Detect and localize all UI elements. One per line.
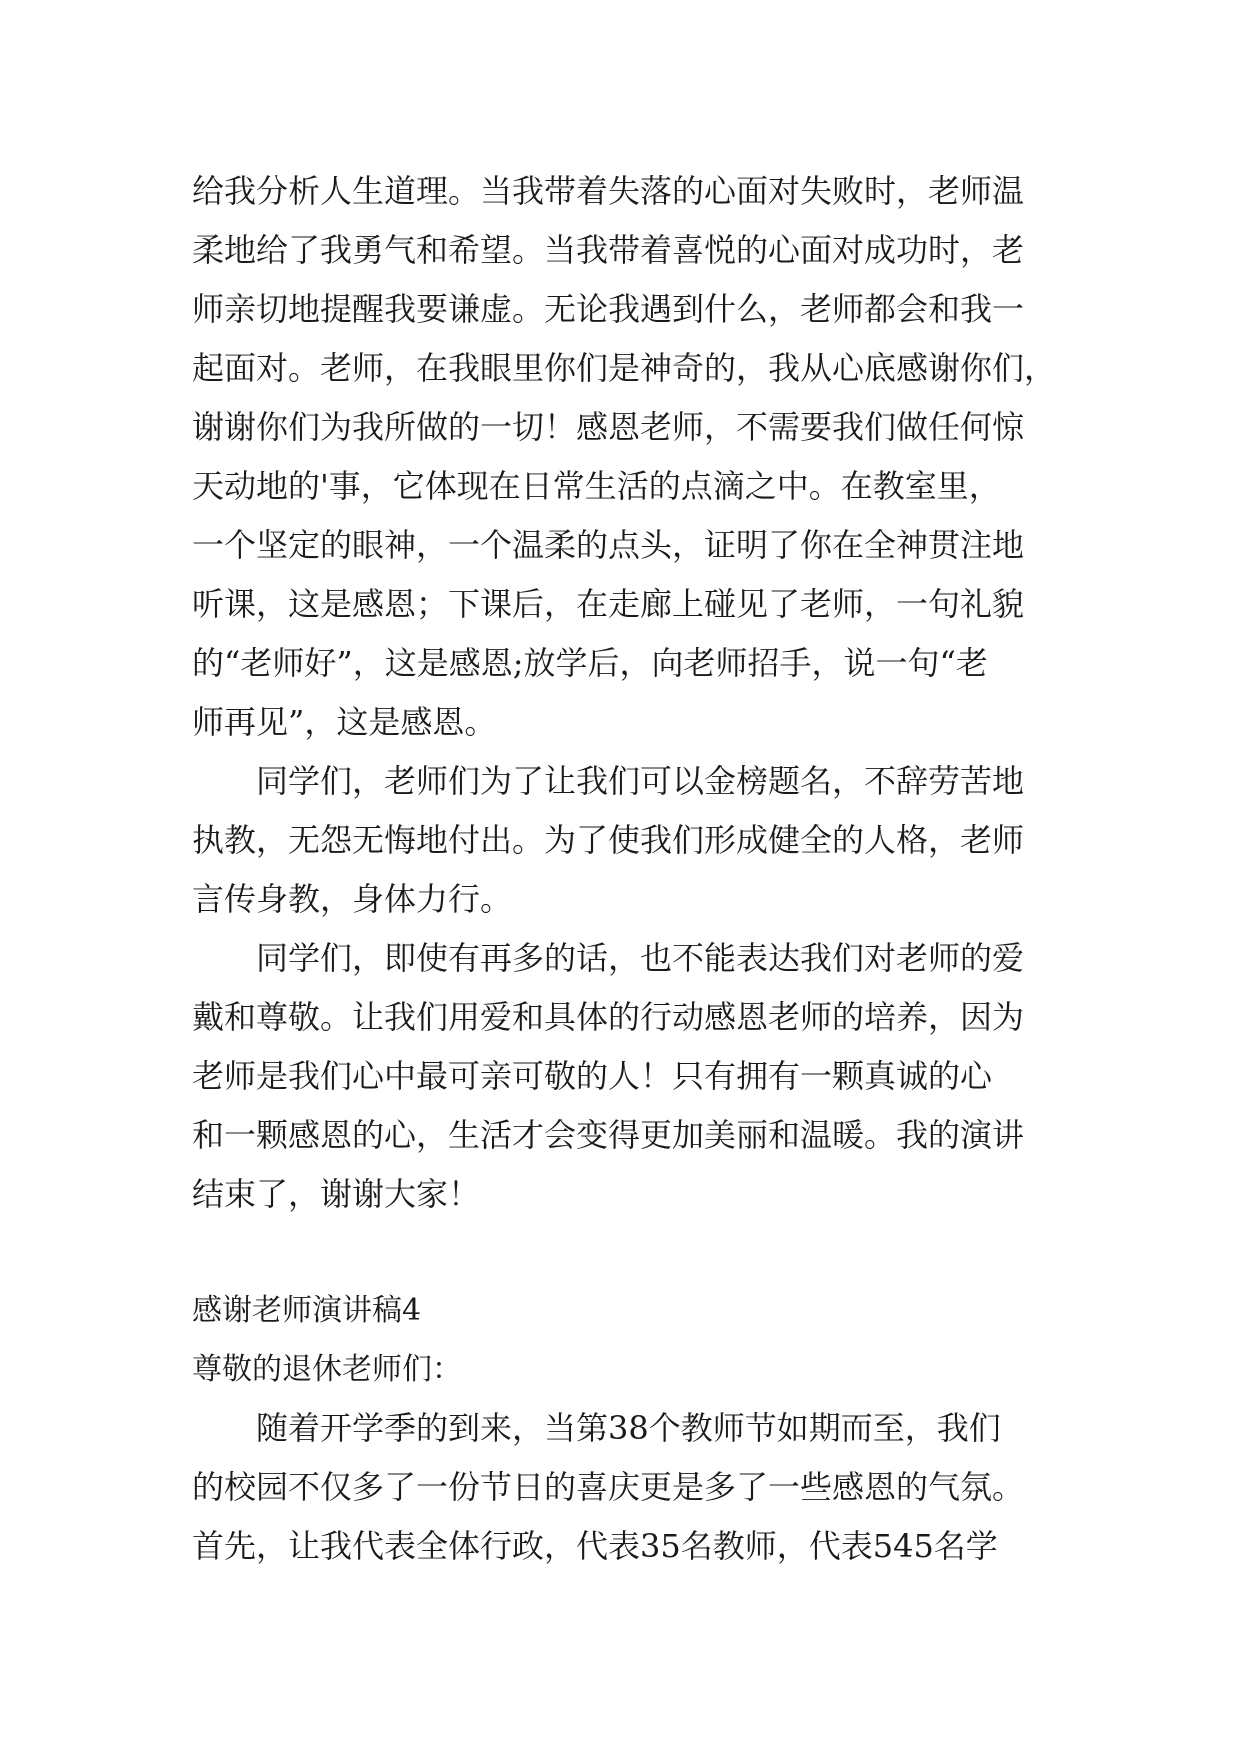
paragraph-continued <box>192 162 1072 752</box>
text-line: 柔地给了我勇气和希望。当我带着喜悦的心面对成功时，老 <box>192 231 1025 269</box>
text-line: 随着开学季的到来，当第38个教师节如期而至，我们 <box>256 1409 1001 1447</box>
text-line: 师再见”，这是感恩。 <box>192 703 497 741</box>
section-title: 感谢老师演讲稿4 <box>192 1293 422 1328</box>
text-line: 执教，无怨无悔地付出。为了使我们形成健全的人格，老师 <box>192 821 1025 859</box>
text-line: 戴和尊敬。让我们用爱和具体的行动感恩老师的培养，因为 <box>192 998 1025 1036</box>
salutation: 尊敬的退休老师们： <box>192 1352 462 1387</box>
text-line: 老师是我们心中最可亲可敬的人！只有拥有一颗真诚的心 <box>192 1057 993 1095</box>
text-line: 听课，这是感恩；下课后，在走廊上碰见了老师，一句礼貌 <box>192 585 1025 623</box>
text-line: 的“老师好”，这是感恩;放学后，向老师招手，说一句“老 <box>192 644 988 682</box>
paragraph-2 <box>192 752 1072 929</box>
text-line: 的校园不仅多了一份节日的喜庆更是多了一些感恩的气氛。 <box>192 1468 1025 1506</box>
section-gap <box>192 1224 1072 1281</box>
text-line: 给我分析人生道理。当我带着失落的心面对失败时，老师温 <box>192 172 1025 210</box>
text-line: 一个坚定的眼神，一个温柔的点头，证明了你在全神贯注地 <box>192 526 1025 564</box>
text-line: 结束了，谢谢大家！ <box>192 1175 481 1213</box>
text-line: 言传身教，身体力行。 <box>192 880 513 918</box>
text-line: 天动地的'事，它体现在日常生活的点滴之中。在教室里， <box>192 467 1001 505</box>
paragraph-3 <box>192 929 1072 1224</box>
text-line: 师亲切地提醒我要谦虚。无论我遇到什么，老师都会和我一 <box>192 290 1025 328</box>
text-line: 首先，让我代表全体行政，代表35名教师，代表545名学 <box>192 1527 998 1565</box>
text-line: 同学们，即使有再多的话，也不能表达我们对老师的爱 <box>256 939 1025 977</box>
text-line: 和一颗感恩的心，生活才会变得更加美丽和温暖。我的演讲 <box>192 1116 1025 1154</box>
document-body <box>192 162 1072 1576</box>
text-line: 同学们，老师们为了让我们可以金榜题名，不辞劳苦地 <box>256 762 1025 800</box>
text-line: 谢谢你们为我所做的一切！感恩老师，不需要我们做任何惊 <box>192 408 1025 446</box>
paragraph-4 <box>192 1399 1072 1576</box>
text-line: 起面对。老师，在我眼里你们是神奇的，我从心底感谢你们， <box>192 349 1057 387</box>
